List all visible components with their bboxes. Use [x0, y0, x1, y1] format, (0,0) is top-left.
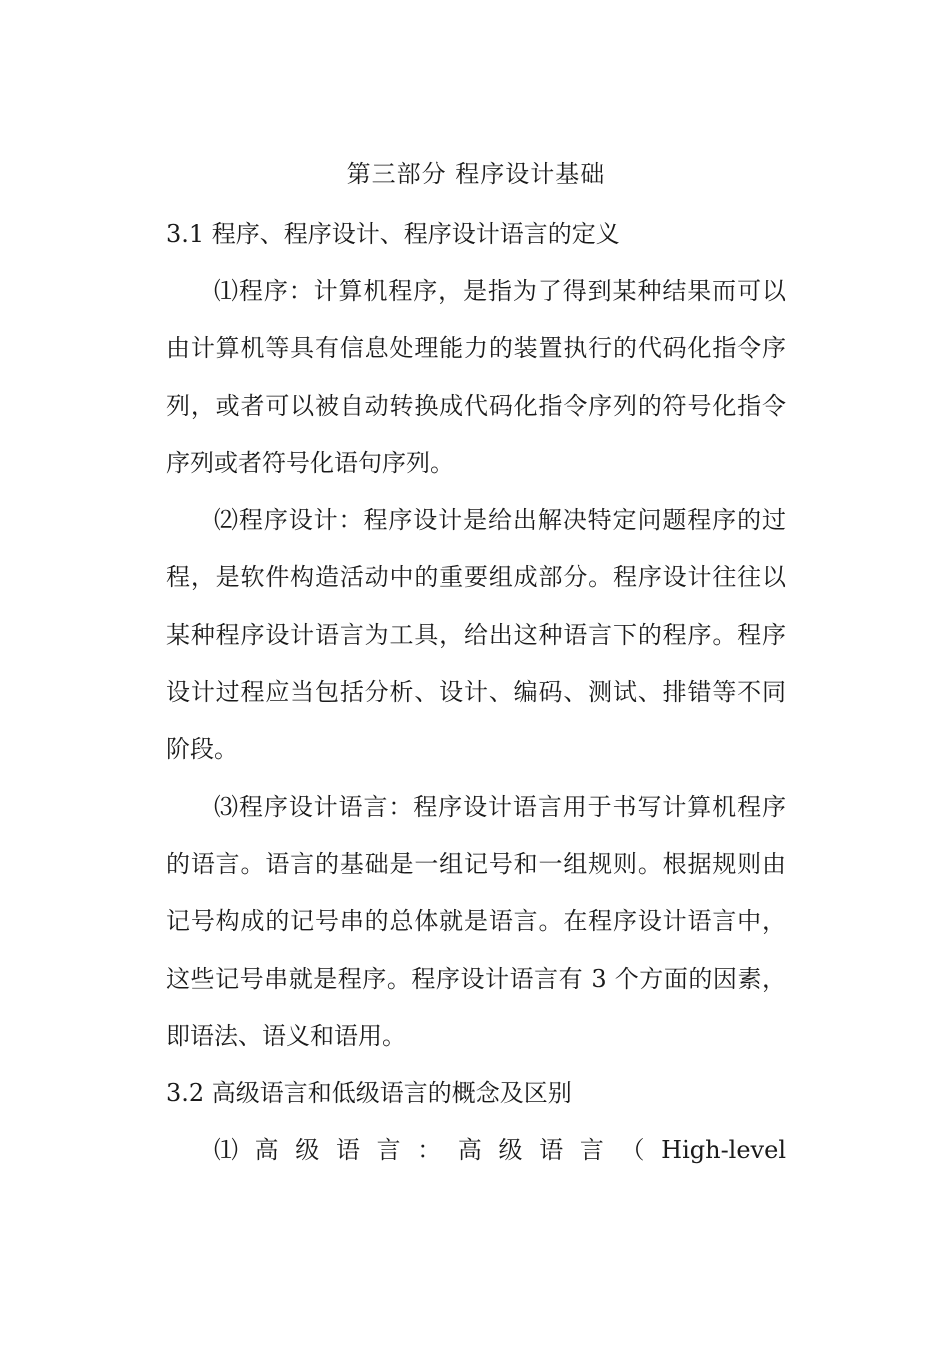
section-heading-3-1: 3.1 程序、程序设计、程序设计语言的定义 — [166, 220, 620, 248]
paragraph-programming-language-definition: ⑶程序设计语言：程序设计语言用于书写计算机程序的语言。语言的基础是一组记号和一组规则。根据规则由记号构成的记号串的总体就是语言。在程序设计语言中，这些记号串就是程序。程序设计语言有 3 个方面的因素，即语法、语义和语用。 — [166, 792, 786, 1050]
page-title: 第三部分 程序设计基础 — [346, 160, 606, 188]
document-body — [166, 150, 786, 1179]
paragraph-high-level-language: ⑴高级语言：高级语言（High-level — [214, 1136, 786, 1165]
section-heading-3-2: 3.2 高级语言和低级语言的概念及区别 — [166, 1079, 572, 1108]
paragraph-program-definition: ⑴程序：计算机程序，是指为了得到某种结果而可以由计算机等具有信息处理能力的装置执行的代码化指令序列，或者可以被自动转换成代码化指令序列的符号化指令序列或者符号化语句序列。 — [166, 277, 786, 477]
paragraph-programming-definition: ⑵程序设计：程序设计是给出解决特定问题程序的过程，是软件构造活动中的重要组成部分。程序设计往往以某种程序设计语言为工具，给出这种语言下的程序。程序设计过程应当包括分析、设计、编码、测试、排错等不同阶段。 — [166, 506, 786, 764]
